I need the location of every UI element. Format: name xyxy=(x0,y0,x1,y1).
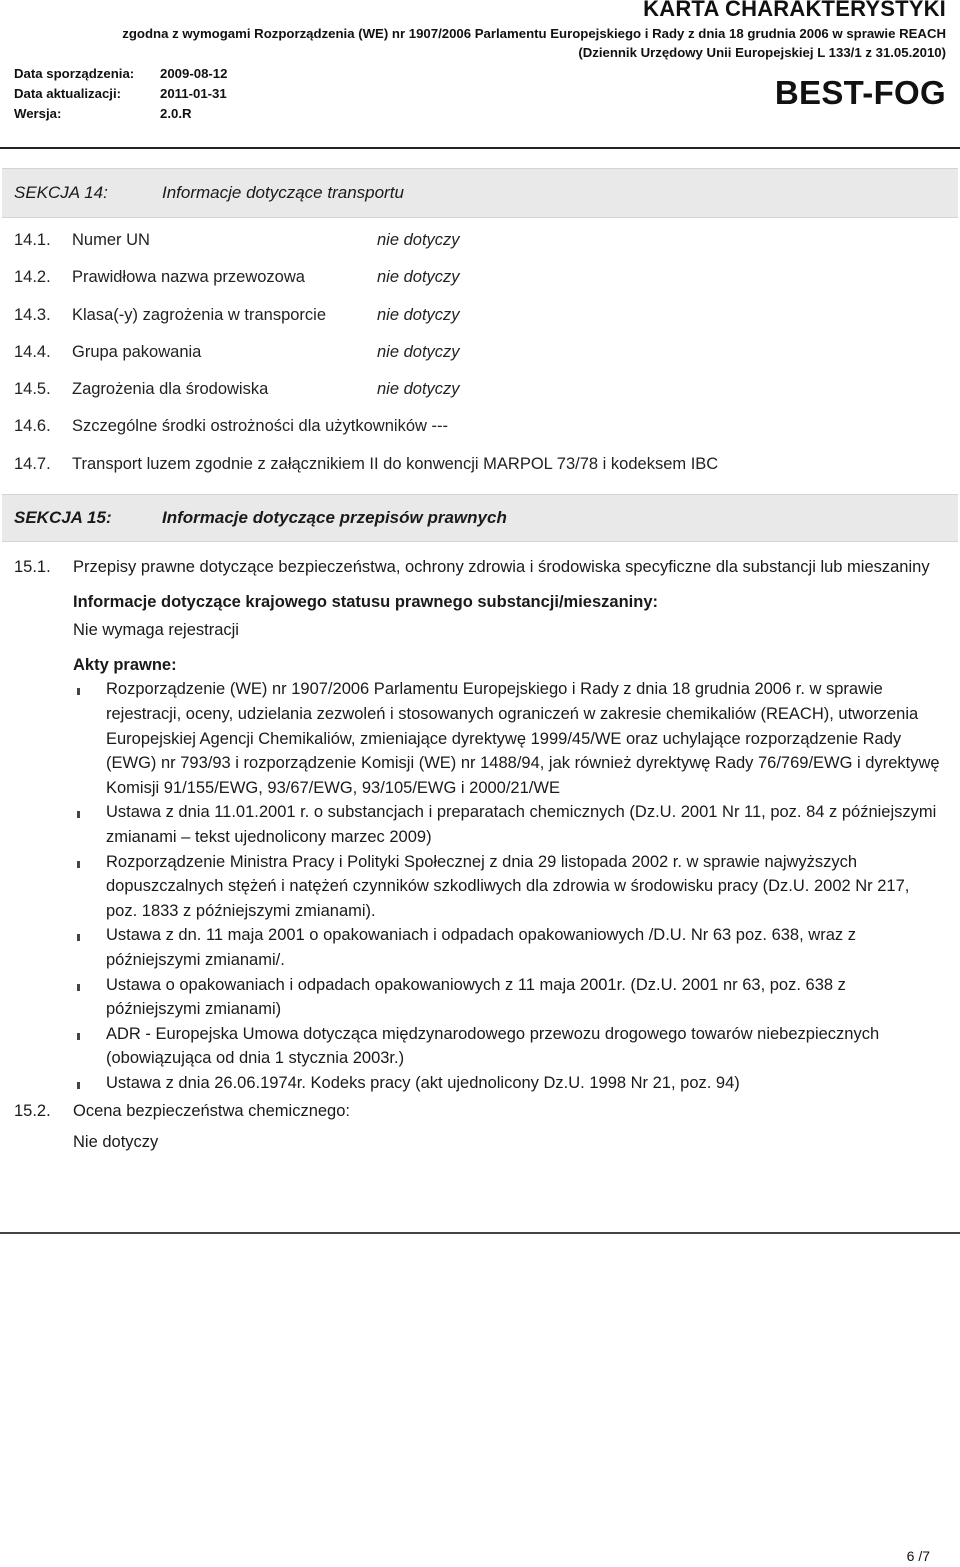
section-15-content xyxy=(14,555,940,1155)
item-value: nie dotyczy xyxy=(377,342,460,361)
subsection-text: Ocena bezpieczeństwa chemicznego: xyxy=(73,1102,350,1121)
item-label: Szczególne środki ostrożności dla użytkowników --- xyxy=(72,417,448,436)
item-number: 14.5. xyxy=(14,380,51,399)
item-number: 14.6. xyxy=(14,417,51,436)
meta-row xyxy=(14,104,227,124)
subsection-number: 15.1. xyxy=(14,558,51,576)
regulation-reference xyxy=(122,24,946,62)
meta-value: 2011-01-31 xyxy=(160,86,227,101)
item-number: 14.3. xyxy=(14,305,51,324)
meta-value: 2.0.R xyxy=(160,106,192,121)
acts-heading: Akty prawne: xyxy=(73,655,177,674)
item-label: Klasa(-y) zagrożenia w transporcie xyxy=(72,305,327,324)
section-14-header xyxy=(2,168,958,218)
subsection-15-2 xyxy=(14,1099,940,1124)
legal-act-item: Rozporządzenie (WE) nr 1907/2006 Parlamentu Europejskiego i Rady z dnia 18 grudnia 2006 r. w sprawie rejestracji, oceny, udzielania zezwoleń i stosowanych ograniczeń w zakresie chemikaliów (REACH), utworzenia Europejskiej Agencji Chemikaliów, zmieniające dyrektywę 1999/45/WE oraz uchylające rozporządzenie Rady (EWG) nr 793/93 i rozporządzenie Komisji (WE) nr 1488/94, jak również dyrektywę Rady 76/769/EWG i dyrektywę Komisji 91/155/EWG, 93/67/EWG, 93/105/EWG i 2000/21/WE xyxy=(73,677,940,800)
item-value: nie dotyczy xyxy=(377,305,460,324)
section-title: Informacje dotyczące transportu xyxy=(162,183,404,202)
document-meta xyxy=(14,64,227,124)
legal-act-item: ADR - Europejska Umowa dotycząca międzynarodowego przewozu drogowego towarów niebezpiecznych (obowiązująca od dnia 1 stycznia 2003r.) xyxy=(73,1022,940,1071)
legal-acts-list xyxy=(14,677,940,1095)
section-number: SEKCJA 15: xyxy=(14,508,112,527)
regulation-line-2: (Dziennik Urzędowy Unii Europejskiej L 133/1 z 31.05.2010) xyxy=(578,45,946,60)
document-header xyxy=(0,0,960,150)
assessment-value: Nie dotyczy xyxy=(73,1133,159,1152)
section-number: SEKCJA 14: xyxy=(14,183,108,202)
page-number: 6 /7 xyxy=(906,1548,930,1564)
footer-divider xyxy=(0,1232,960,1234)
item-value: nie dotyczy xyxy=(377,380,460,399)
legal-act-item: Rozporządzenie Ministra Pracy i Polityki Społecznej z dnia 29 listopada 2002 r. w sprawie najwyższych dopuszczalnych stężeń i natężeń czynników szkodliwych dla zdrowia w środowisku pracy (Dz.U. 2002 Nr 217, poz. 1833 z późniejszymi zmianami). xyxy=(73,850,940,924)
subsection-15-1 xyxy=(14,555,940,580)
document-title: KARTA CHARAKTERYSTYKI xyxy=(643,0,946,21)
section-title: Informacje dotyczące przepisów prawnych xyxy=(162,508,507,527)
item-label: Zagrożenia dla środowiska xyxy=(72,380,269,399)
meta-value: 2009-08-12 xyxy=(160,66,228,81)
subsection-number: 15.2. xyxy=(14,1102,51,1121)
meta-label: Data sporządzenia: xyxy=(14,66,135,81)
meta-label: Data aktualizacji: xyxy=(14,86,122,101)
legal-act-item: Ustawa o opakowaniach i odpadach opakowaniowych z 11 maja 2001r. (Dz.U. 2001 nr 63, poz. 638 z późniejszymi zmianami) xyxy=(73,973,940,1022)
subsection-text: Przepisy prawne dotyczące bezpieczeństwa, ochrony zdrowia i środowiska specyficzne dla substancji lub mieszaniny xyxy=(73,558,930,576)
item-number: 14.2. xyxy=(14,268,51,287)
item-label: Prawidłowa nazwa przewozowa xyxy=(72,268,305,287)
status-heading: Informacje dotyczące krajowego statusu prawnego substancji/mieszaniny: xyxy=(73,592,658,611)
legal-act-item: Ustawa z dn. 11 maja 2001 o opakowaniach i odpadach opakowaniowych /D.U. Nr 63 poz. 638, wraz z późniejszymi zmianami/. xyxy=(73,923,940,972)
product-name: BEST-FOG xyxy=(774,74,946,111)
item-value: nie dotyczy xyxy=(377,268,460,287)
status-text: Nie wymaga rejestracji xyxy=(73,621,239,640)
item-number: 14.4. xyxy=(14,342,51,361)
item-number: 14.7. xyxy=(14,454,51,473)
legal-act-item: Ustawa z dnia 26.06.1974r. Kodeks pracy (akt ujednolicony Dz.U. 1998 Nr 21, poz. 94) xyxy=(73,1071,940,1096)
legal-act-item: Ustawa z dnia 11.01.2001 r. o substancjach i preparatach chemicznych (Dz.U. 2001 Nr 11, poz. 84 z późniejszymi zmianami – tekst ujednolicony marzec 2009) xyxy=(73,800,940,849)
item-label: Transport luzem zgodnie z załącznikiem II do konwencji MARPOL 73/78 i kodeksem IBC xyxy=(72,454,719,473)
item-label: Numer UN xyxy=(72,231,150,249)
meta-row xyxy=(14,64,227,84)
section-15-header xyxy=(2,494,958,542)
item-label: Grupa pakowania xyxy=(72,342,202,361)
meta-label: Wersja: xyxy=(14,106,62,121)
meta-row xyxy=(14,84,227,104)
item-number: 14.1. xyxy=(14,231,51,249)
header-divider xyxy=(0,147,960,149)
item-value: nie dotyczy xyxy=(377,231,460,249)
regulation-line-1: zgodna z wymogami Rozporządzenia (WE) nr 1907/2006 Parlamentu Europejskiego i Rady z dnia 18 grudnia 2006 w sprawie REACH xyxy=(122,26,946,41)
